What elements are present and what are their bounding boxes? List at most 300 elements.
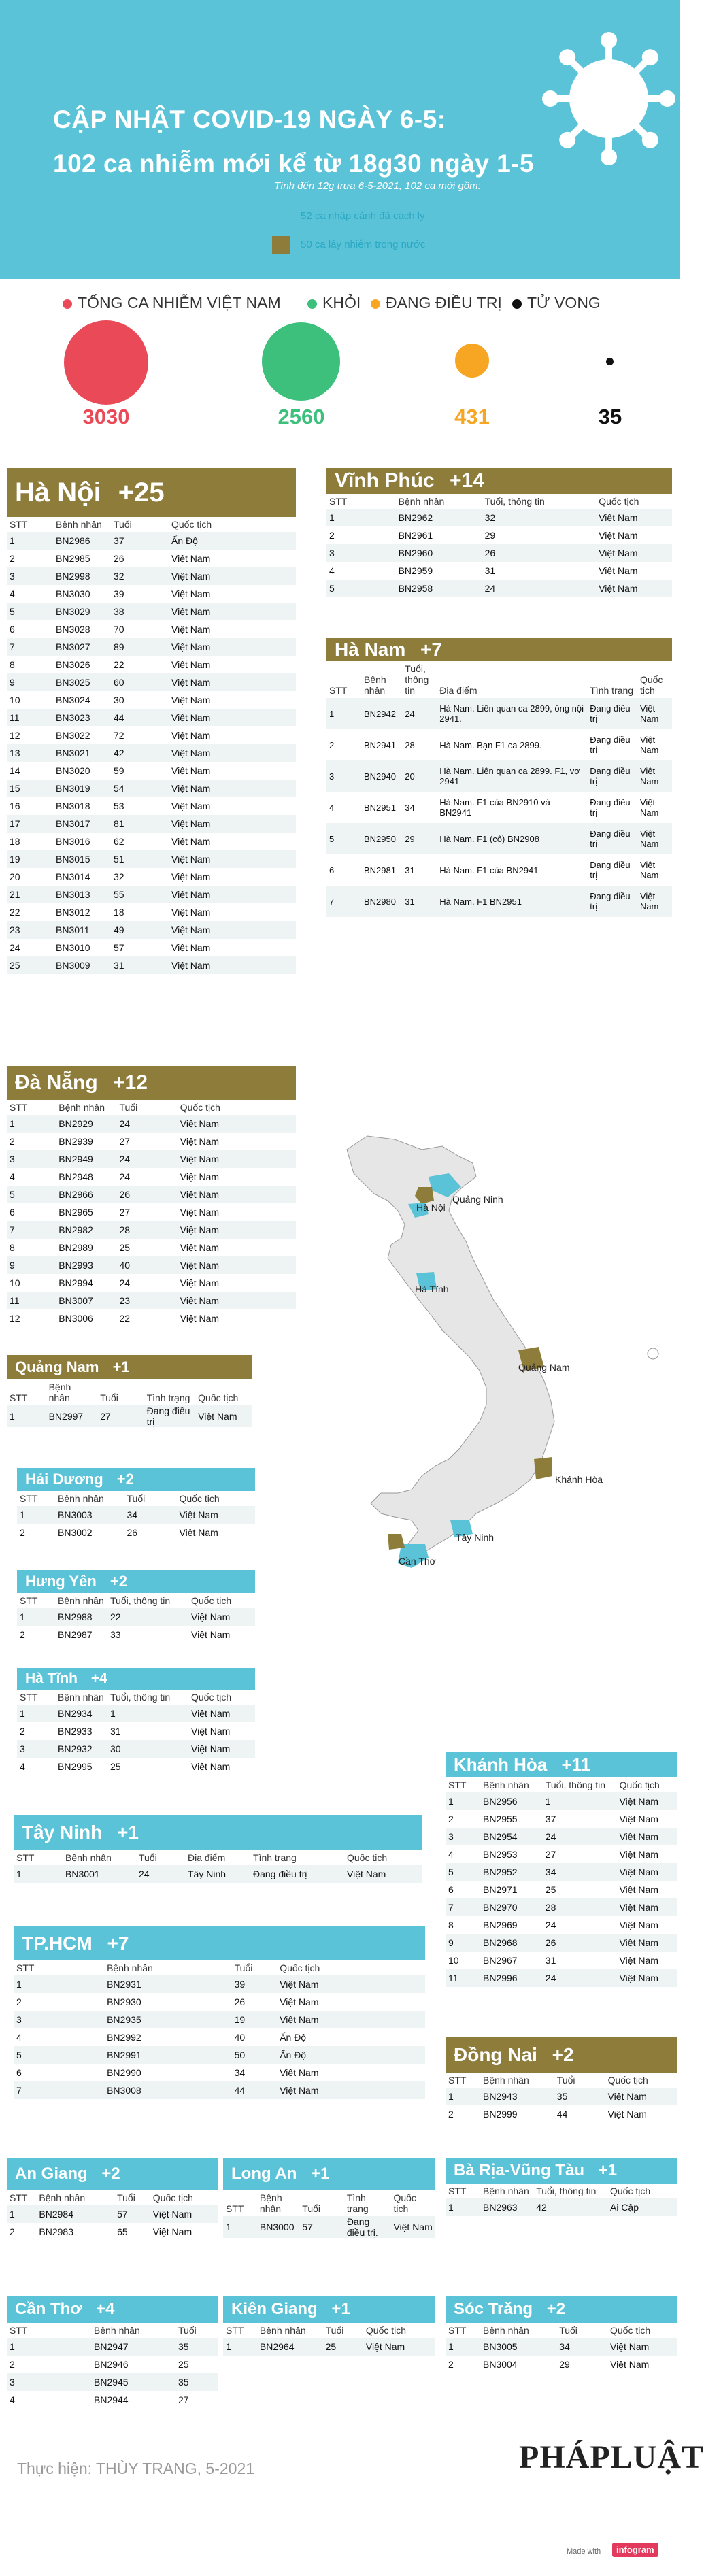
table-row (7, 1168, 296, 1186)
table-cell: Hà Nam. Bạn F1 ca 2899. (439, 739, 542, 750)
table-cell: Việt Nam (599, 565, 638, 576)
table-row (446, 1916, 677, 1934)
table-cell: 50 (232, 2046, 278, 2064)
table-cell: 1 (17, 1705, 55, 1722)
map-label-ha-noi: Hà Nội (416, 1202, 446, 1213)
column-header: Bệnh nhân (48, 1382, 71, 1403)
table-cell: Việt Nam (180, 1313, 220, 1324)
table-cell: Việt Nam (171, 553, 211, 564)
column-header: Tuổi (100, 1392, 118, 1403)
table-row (7, 1203, 296, 1221)
table-cell: BN2991 (104, 2046, 232, 2064)
table-cell: BN2981 (364, 865, 396, 875)
province-card-kien-giang (223, 2296, 435, 2356)
table-cell: Việt Nam (605, 2088, 677, 2105)
province-header (446, 1752, 677, 1777)
table-cell: BN2934 (55, 1705, 107, 1722)
table-cell: 9 (446, 1934, 480, 1952)
table-cell: BN3009 (53, 956, 111, 974)
table-cell: 31 (402, 886, 437, 917)
table-cell: 27 (97, 1405, 144, 1427)
column-header: Địa điểm (439, 685, 477, 696)
table-cell: 19 (7, 850, 53, 868)
table-cell: 39 (114, 588, 124, 599)
province-name: Hà Nội (15, 478, 101, 507)
legend-imported-label: 52 ca nhập cảnh đã cách ly (301, 210, 425, 222)
column-header: STT (20, 1692, 38, 1703)
province-header (7, 1355, 252, 1379)
table-row (7, 1256, 296, 1274)
table-cell: 18 (10, 836, 20, 847)
table-cell: 10 (448, 1955, 459, 1966)
case-table (17, 1593, 255, 1643)
table-row (14, 1993, 425, 2011)
case-table (7, 517, 296, 974)
table-cell: 24 (119, 1277, 131, 1288)
case-table (446, 2184, 677, 2216)
table-cell: Việt Nam (179, 1527, 218, 1538)
table-cell: 17 (7, 815, 53, 833)
column-header: Tuổi (556, 2075, 575, 2086)
table-cell: BN2948 (58, 1171, 93, 1182)
province-count: +2 (546, 2044, 574, 2065)
stat-label-recovered: KHỎI (307, 294, 361, 312)
province-card-tay-ninh (14, 1815, 422, 1883)
table-row (7, 656, 296, 673)
stat-label-total: TỔNG CA NHIỄM VIỆT NAM (63, 294, 281, 312)
table-cell: BN3003 (55, 1506, 124, 1524)
table-cell: Việt Nam (188, 1705, 255, 1722)
table-cell: BN3008 (104, 2081, 232, 2099)
table-cell: BN2995 (58, 1761, 93, 1772)
table-cell: Việt Nam (180, 1242, 220, 1253)
table-row (7, 550, 296, 567)
table-row (17, 1758, 255, 1775)
table-cell: BN3030 (56, 588, 90, 599)
province-name: Hà Tĩnh (25, 1671, 78, 1686)
column-header: STT (10, 1102, 28, 1113)
table-cell: BN2956 (480, 1792, 543, 1810)
table-row (446, 1898, 677, 1916)
case-table (17, 1491, 255, 1541)
table-cell: Việt Nam (188, 1740, 255, 1758)
table-cell: 24 (119, 1171, 131, 1182)
table-cell: 81 (111, 815, 169, 833)
virus-icon (541, 31, 677, 167)
table-cell: 89 (111, 638, 169, 656)
table-cell: BN3022 (56, 730, 90, 741)
case-table (223, 2190, 435, 2238)
table-cell: BN3017 (53, 815, 111, 833)
table-row (446, 2356, 677, 2373)
table-cell: BN2964 (257, 2338, 323, 2356)
table-row (7, 2373, 218, 2391)
column-header: Tuổi (114, 519, 132, 530)
table-cell: Đang điều trị (587, 760, 637, 792)
province-header (446, 2158, 677, 2184)
table-cell: BN2985 (56, 553, 90, 564)
province-card-an-giang (7, 2158, 218, 2241)
province-name: Đồng Nai (454, 2044, 537, 2065)
table-cell: 70 (114, 624, 124, 635)
column-header: Quốc tịch (607, 2075, 648, 2086)
table-row (17, 1740, 255, 1758)
province-name: Cần Thơ (15, 2300, 82, 2318)
column-header: Tuổi (178, 2325, 197, 2336)
table-cell: 1 (446, 1792, 480, 1810)
table-cell: 65 (117, 2226, 128, 2237)
legend-imported (272, 207, 425, 225)
table-row (7, 744, 296, 762)
table-cell: BN2998 (53, 567, 111, 585)
table-cell: Hà Nam. Liên quan ca 2899. F1, vợ 2941 (437, 760, 587, 792)
table-cell: 1 (7, 532, 53, 550)
stat-bubble-total (64, 320, 148, 405)
province-header (17, 1668, 255, 1690)
table-row (7, 921, 296, 939)
table-cell: BN3027 (53, 638, 111, 656)
column-header: STT (448, 2075, 467, 2086)
table-cell: 49 (111, 921, 169, 939)
table-cell: Việt Nam (171, 659, 211, 670)
table-cell: BN3024 (56, 695, 90, 705)
table-cell: BN3004 (483, 2359, 518, 2370)
table-cell: 2 (329, 739, 335, 750)
table-row (326, 854, 672, 886)
table-row (7, 1405, 252, 1427)
table-row (14, 1975, 425, 1993)
table-cell: Hà Nam. F1 của BN2941 (439, 865, 539, 875)
table-cell: BN3014 (56, 871, 90, 882)
table-row (14, 2081, 425, 2099)
column-header: Tình trạng (253, 1852, 297, 1863)
table-cell: 2 (10, 2226, 15, 2237)
table-row (446, 1828, 677, 1845)
column-header: Bệnh nhân (364, 674, 386, 696)
table-cell: 23 (117, 1292, 178, 1309)
table-cell: 22 (119, 1313, 131, 1324)
table-row (7, 2356, 218, 2373)
table-cell: Việt Nam (169, 815, 296, 833)
table-cell: BN2970 (480, 1898, 543, 1916)
table-cell: 7 (14, 2081, 104, 2099)
province-header (223, 2158, 435, 2190)
table-cell: 2 (448, 1813, 454, 1824)
column-header: Bệnh nhân (259, 2325, 306, 2336)
table-cell: Việt Nam (191, 1761, 231, 1772)
case-table (7, 1100, 296, 1327)
table-cell: BN2992 (107, 2032, 141, 2043)
table-row (17, 1524, 255, 1541)
table-cell: Việt Nam (280, 2067, 319, 2078)
table-cell: 31 (405, 865, 415, 875)
table-cell: Hà Nam. F1 của BN2910 và BN2941 (439, 797, 550, 818)
column-header: Quốc tịch (191, 1692, 232, 1703)
table-cell: 42 (111, 744, 169, 762)
table-cell: 28 (117, 1221, 178, 1239)
table-cell: BN2994 (58, 1277, 93, 1288)
table-cell: Việt Nam (191, 1726, 231, 1737)
table-cell: Việt Nam (180, 1136, 220, 1147)
vietnam-map (340, 1122, 626, 1602)
table-cell: BN3026 (56, 659, 90, 670)
table-cell: 24 (545, 1920, 556, 1930)
table-cell: BN2951 (364, 802, 396, 813)
table-cell: 32 (482, 509, 597, 526)
table-row (7, 638, 296, 656)
table-cell: 16 (10, 801, 20, 812)
table-cell: 4 (10, 2394, 15, 2405)
column-header: Bệnh nhân (65, 1852, 112, 1863)
table-cell: 53 (114, 801, 124, 812)
province-card-da-nang (7, 1066, 296, 1327)
table-cell: 26 (482, 544, 597, 562)
table-cell: 3 (7, 1150, 56, 1168)
stat-bubble-treating (455, 344, 489, 378)
table-row (17, 1722, 255, 1740)
province-name: Đà Nẵng (15, 1071, 98, 1094)
province-count: +4 (87, 1671, 107, 1686)
table-cell: 44 (111, 709, 169, 726)
table-cell: Việt Nam (188, 1608, 255, 1626)
table-cell: 1 (17, 1506, 55, 1524)
table-cell: 60 (111, 673, 169, 691)
table-row (7, 797, 296, 815)
column-header: Tuổi (234, 1962, 253, 1973)
column-header: Quốc tịch (152, 2192, 193, 2203)
case-table (7, 2323, 218, 2409)
table-cell: Việt Nam (171, 624, 211, 635)
table-cell: BN2986 (53, 532, 111, 550)
table-cell: Việt Nam (277, 1975, 425, 1993)
table-cell: Đang điều trị (144, 1405, 196, 1427)
table-cell: Hà Nam. F1 BN2951 (437, 886, 587, 917)
stat-value-deaths: 35 (598, 405, 622, 429)
column-header: Tuổi (117, 2192, 135, 2203)
table-row (326, 526, 672, 544)
table-cell: Việt Nam (619, 1849, 658, 1860)
table-row (326, 792, 672, 823)
table-cell: 1 (223, 2216, 257, 2238)
table-cell: 14 (10, 765, 20, 776)
map-label-ha-tinh: Hà Tĩnh (415, 1284, 449, 1294)
table-cell: BN3011 (53, 921, 111, 939)
table-cell: BN2997 (46, 1405, 98, 1427)
table-cell: 24 (543, 1969, 617, 1987)
column-header: STT (16, 1852, 35, 1863)
province-header (17, 1570, 255, 1593)
province-name: Sóc Trăng (454, 2300, 533, 2318)
table-cell: 1 (14, 1865, 63, 1883)
table-cell: BN3007 (56, 1292, 116, 1309)
table-cell: BN2968 (480, 1934, 543, 1952)
case-table (7, 1379, 252, 1427)
table-row (17, 1608, 255, 1626)
table-cell: BN2953 (483, 1849, 518, 1860)
table-cell: BN2962 (396, 509, 482, 526)
map-label-quang-ninh: Quảng Ninh (452, 1194, 503, 1205)
table-cell: 7 (326, 886, 361, 917)
table-cell: Việt Nam (277, 2011, 425, 2028)
stat-bubble-deaths (606, 358, 614, 365)
table-row (7, 886, 296, 903)
table-cell: 24 (482, 580, 597, 597)
case-table (446, 2323, 677, 2373)
table-cell: Việt Nam (171, 942, 211, 953)
table-cell: 34 (234, 2067, 246, 2078)
table-cell: 6 (329, 865, 335, 875)
column-header: Quốc tịch (191, 1595, 232, 1606)
table-cell: BN3013 (53, 886, 111, 903)
table-cell: Việt Nam (599, 530, 638, 541)
table-cell: 4 (10, 588, 15, 599)
table-cell: Việt Nam (178, 1256, 296, 1274)
stat-label-deaths: TỬ VONG (512, 294, 601, 312)
table-row (446, 1881, 677, 1898)
table-cell: 30 (114, 695, 124, 705)
province-header (7, 468, 296, 517)
table-cell: Việt Nam (180, 1277, 220, 1288)
table-row (17, 1626, 255, 1643)
table-cell: 31 (110, 1726, 121, 1737)
table-cell: Việt Nam (171, 836, 211, 847)
table-row (14, 1865, 422, 1883)
table-cell: 31 (111, 956, 169, 974)
table-cell: 2 (10, 553, 15, 564)
table-cell: 25 (119, 1242, 131, 1253)
table-cell: 42 (533, 2198, 607, 2216)
column-header: Quốc tịch (198, 1392, 239, 1403)
stat-bubble-recovered (262, 322, 340, 401)
table-cell: Việt Nam (191, 1629, 231, 1640)
infogram-badge: infogram (612, 2543, 658, 2557)
table-cell: Việt Nam (607, 2109, 647, 2120)
table-cell: 2 (20, 1527, 25, 1538)
table-cell: 34 (556, 2338, 607, 2356)
column-header: Tuổi, thông tin (536, 2186, 597, 2196)
table-cell: BN3001 (63, 1865, 136, 1883)
table-row (326, 823, 672, 854)
case-table (14, 1960, 425, 2099)
table-cell: Việt Nam (171, 871, 211, 882)
table-cell: Việt Nam (169, 850, 296, 868)
table-cell: 29 (402, 823, 437, 854)
table-cell: BN2941 (364, 739, 396, 750)
table-cell: 15 (7, 780, 53, 797)
table-row (14, 2046, 425, 2064)
column-header: STT (329, 496, 348, 507)
table-cell: Đang điều trị (587, 886, 637, 917)
column-header: STT (448, 2186, 467, 2196)
table-cell: 1 (107, 1705, 188, 1722)
table-cell: Việt Nam (178, 1115, 296, 1133)
legend-local (272, 236, 425, 254)
column-header: Bệnh nhân (58, 1493, 104, 1504)
table-row (17, 1705, 255, 1722)
table-cell: 31 (484, 565, 496, 576)
table-cell: Đang điều trị (590, 797, 631, 818)
table-cell: 8 (10, 659, 15, 670)
table-cell: BN3029 (53, 603, 111, 620)
table-cell: BN2993 (56, 1256, 116, 1274)
province-header (326, 468, 672, 494)
table-row (7, 2338, 218, 2356)
table-cell: 3 (17, 1740, 55, 1758)
table-cell: 27 (545, 1849, 556, 1860)
column-header: Bệnh nhân (398, 496, 445, 507)
table-cell: 5 (326, 580, 396, 597)
table-row (7, 691, 296, 709)
table-cell: BN3002 (58, 1527, 93, 1538)
province-count: +11 (556, 1754, 591, 1775)
province-count: +2 (97, 2164, 120, 2183)
column-header: Tuổi, thông tin (484, 496, 545, 507)
table-cell: Việt Nam (596, 544, 672, 562)
table-cell: 2 (20, 1629, 25, 1640)
table-row (7, 1150, 296, 1168)
table-cell: BN2940 (361, 760, 402, 792)
table-row (7, 567, 296, 585)
column-header: Tuổi (127, 1493, 146, 1504)
column-header: Bệnh nhân (58, 1102, 105, 1113)
table-cell: 44 (556, 2109, 568, 2120)
table-cell: 35 (554, 2088, 605, 2105)
province-header (446, 2037, 677, 2073)
table-cell: BN2996 (480, 1969, 543, 1987)
table-cell: Việt Nam (169, 780, 296, 797)
table-cell: 24 (10, 942, 20, 953)
province-name: Kiên Giang (231, 2300, 318, 2318)
province-card-hai-duong (17, 1468, 255, 1541)
column-header: Tuổi, thông tin (110, 1595, 171, 1606)
table-cell: 72 (114, 730, 124, 741)
column-header: STT (10, 1392, 28, 1403)
column-header: Bệnh nhân (483, 2186, 529, 2196)
table-row (446, 1863, 677, 1881)
table-cell: 6 (10, 1207, 15, 1218)
table-row (7, 1239, 296, 1256)
table-cell: 12 (10, 730, 20, 741)
table-cell: BN2939 (58, 1136, 93, 1147)
table-cell: BN3010 (56, 942, 90, 953)
table-cell: 20 (10, 871, 20, 882)
table-cell: Đang điều trị (587, 823, 637, 854)
table-cell: Ấn Độ (277, 2046, 425, 2064)
table-row (326, 509, 672, 526)
table-cell: BN2945 (91, 2373, 175, 2391)
table-row (7, 762, 296, 780)
table-cell: 10 (10, 1277, 20, 1288)
table-cell: BN2935 (104, 2011, 232, 2028)
table-row (7, 1133, 296, 1150)
table-cell: 25 (323, 2338, 363, 2356)
table-cell: 26 (114, 553, 124, 564)
column-header: Tuổi, thông tin (110, 1692, 171, 1703)
province-name: An Giang (15, 2164, 88, 2183)
table-cell: 2 (16, 1996, 22, 2007)
map-label-khanh-hoa: Khánh Hòa (555, 1474, 603, 1485)
table-cell: 1 (446, 2198, 480, 2216)
column-header: Bệnh nhân (58, 1595, 104, 1606)
table-cell: 3 (14, 2011, 104, 2028)
stat-value-recovered: 2560 (278, 405, 325, 429)
table-row (326, 698, 672, 729)
province-header (223, 2296, 435, 2323)
table-cell: 3 (326, 760, 361, 792)
table-cell: 2 (20, 1726, 25, 1737)
table-row (446, 2338, 677, 2356)
table-cell: Việt Nam (639, 797, 659, 818)
